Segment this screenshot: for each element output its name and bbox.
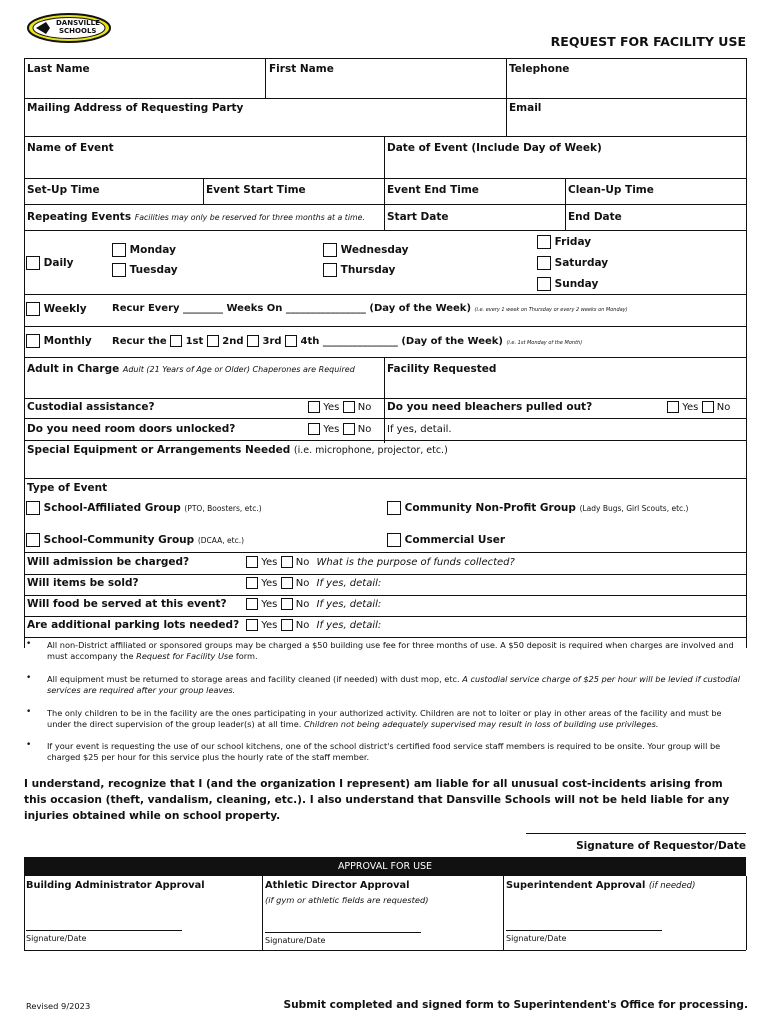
weekly-option[interactable] [26,302,87,316]
building-signature-line[interactable] [26,930,182,931]
logo-text-line2: SCHOOLS [59,27,97,35]
policy-bullet-3 [47,708,747,730]
tuesday-checkbox[interactable] [112,263,126,277]
items-sold-detail: If yes, detail: [316,578,382,589]
rule [24,58,25,648]
commercial-text: Commercial User [404,534,505,546]
food-served-no-text: No [295,599,310,610]
school-affiliated-option[interactable] [26,501,262,515]
superintendent-text: Superintendent Approval [506,880,646,891]
admission-yes-text: Yes [261,557,278,568]
athletic-approval-label: Athletic Director Approval [265,880,410,891]
custodial-yes-text: Yes [323,402,340,413]
bleachers-options [667,401,730,413]
weekly-recur-text: Recur Every ________ Weeks On ________________ (Day of the Week) [112,303,472,314]
custodial-no-checkbox[interactable] [343,401,355,413]
rule [24,876,25,950]
first-name-label: First Name [269,63,334,75]
saturday-checkbox[interactable] [537,256,551,270]
building-signature-label: Signature/Date [26,934,87,943]
rule [24,440,746,441]
signature-requestor-label: Signature of Requestor/Date [576,840,746,852]
repeating-events-label [27,211,365,223]
policy-bullet-2 [47,674,747,696]
school-community-note: (DCAA, etc.) [197,536,245,545]
form-title: REQUEST FOR FACILITY USE [550,34,746,49]
monthly-text: Monthly [43,335,92,347]
building-approval-label: Building Administrator Approval [26,880,205,891]
monday-checkbox[interactable] [112,243,126,257]
doors-yes-checkbox[interactable] [308,423,320,435]
rule [24,58,746,59]
saturday-text: Saturday [554,257,609,269]
rule [24,574,746,575]
daily-option[interactable] [26,256,74,270]
monday-text: Monday [129,244,176,256]
food-served-options [246,598,381,610]
daily-checkbox[interactable] [26,256,40,270]
items-sold-yes-checkbox[interactable] [246,577,258,589]
parking-detail: If yes, detail: [316,620,382,631]
logo-text-line1: DANSVILLE [56,19,100,27]
items-sold-options [246,577,381,589]
policy-bullet-1 [47,640,747,662]
fourth-text: 4th [300,336,320,347]
rule [506,58,507,136]
cleanup-time-label: Clean-Up Time [568,184,654,196]
rule [24,98,746,99]
event-start-label: Event Start Time [206,184,306,196]
fourth-week-checkbox[interactable] [285,335,297,347]
approval-header: APPROVAL FOR USE [24,857,746,876]
admission-detail: What is the purpose of funds collected? [316,557,515,568]
setup-time-label: Set-Up Time [27,184,100,196]
monthly-recur-text: Recur the [112,336,167,347]
school-community-checkbox[interactable] [26,533,40,547]
admission-options [246,556,515,568]
bullet-1-tail: form. [233,651,258,661]
bullet-3-italic: Children not being adequately supervised may result in loss of building use privileges. [303,719,659,729]
community-nonprofit-checkbox[interactable] [387,501,401,515]
bullet-2-text: All equipment must be returned to storage areas and facility cleaned (if needed) with dust mop, etc. [47,674,463,684]
monday-option[interactable] [112,243,176,257]
event-date-label: Date of Event (Include Day of Week) [387,142,602,154]
mailing-address-label: Mailing Address of Requesting Party [27,102,244,114]
wednesday-checkbox[interactable] [323,243,337,257]
rule [24,616,746,617]
items-sold-label: Will items be sold? [27,577,139,589]
parking-no-text: No [295,620,310,631]
third-text: 3rd [262,336,282,347]
friday-checkbox[interactable] [537,235,551,249]
rule [262,876,263,950]
rule [24,478,746,479]
custodial-options [308,401,371,413]
rule [24,136,746,137]
last-name-label: Last Name [27,63,90,75]
items-sold-no-text: No [295,578,310,589]
rule [24,230,746,231]
bullet-1-italic: Request for Facility Use [136,651,234,661]
wednesday-text: Wednesday [340,244,409,256]
sunday-text: Sunday [554,278,599,290]
friday-option[interactable] [537,235,591,249]
rule [24,595,746,596]
bleachers-no-text: No [716,402,731,413]
athletic-approval-note: (if gym or athletic fields are requested) [265,895,429,905]
rule [24,326,746,327]
adult-text: Adult in Charge [27,363,120,375]
rule [24,204,746,205]
rule [384,136,385,230]
doors-label: Do you need room doors unlocked? [27,423,236,435]
food-served-yes-checkbox[interactable] [246,598,258,610]
weekly-text: Weekly [43,303,87,315]
custodial-label: Custodial assistance? [27,401,155,413]
monthly-option[interactable] [26,334,92,348]
admission-yes-checkbox[interactable] [246,556,258,568]
items-sold-yes-text: Yes [261,578,278,589]
rule [265,58,266,98]
admission-no-text: No [295,557,310,568]
district-logo [26,12,112,44]
parking-no-checkbox[interactable] [281,619,293,631]
bleachers-yes-checkbox[interactable] [667,401,679,413]
special-text: Special Equipment or Arrangements Needed [27,444,291,456]
athletic-signature-line[interactable] [265,932,421,933]
special-note: (i.e. microphone, projector, etc.) [293,445,448,456]
rule [24,178,746,179]
rule [24,418,746,419]
rule [24,294,746,295]
bullet-icon: • [26,673,32,683]
food-served-no-checkbox[interactable] [281,598,293,610]
rule [24,552,746,553]
sunday-checkbox[interactable] [537,277,551,291]
monthly-checkbox[interactable] [26,334,40,348]
revised-date: Revised 9/2023 [26,1001,91,1011]
email-label: Email [509,102,542,114]
food-served-yes-text: Yes [261,599,278,610]
superintendent-signature-label: Signature/Date [506,934,567,943]
bleachers-yes-text: Yes [682,402,699,413]
first-text: 1st [185,336,204,347]
community-nonprofit-text: Community Non-Profit Group [404,502,576,514]
first-week-checkbox[interactable] [170,335,182,347]
special-equipment-label [27,444,448,456]
community-nonprofit-option[interactable] [387,501,688,515]
school-affiliated-checkbox[interactable] [26,501,40,515]
commercial-option[interactable] [387,533,505,547]
monthly-note: (i.e. 1st Monday of the Month) [506,340,583,346]
parking-label: Are additional parking lots needed? [27,619,240,631]
facility-requested-label: Facility Requested [387,363,497,375]
liability-statement: I understand, recognize that I (and the organization I represent) am liable for all unusual cost-incidents arising from this occasion (theft, vandalism, cleaning, etc.). I also understand that Dansville Schools will not be held liable for any injuries obtained while on school property. [24,778,730,822]
doors-no-checkbox[interactable] [343,423,355,435]
items-sold-no-checkbox[interactable] [281,577,293,589]
rule [24,398,746,399]
custodial-yes-checkbox[interactable] [308,401,320,413]
type-of-event-label: Type of Event [27,482,108,494]
athletic-signature-label: Signature/Date [265,936,326,945]
tuesday-text: Tuesday [129,264,178,276]
superintendent-approval-label [506,880,695,891]
third-week-checkbox[interactable] [247,335,259,347]
school-community-option[interactable] [26,533,244,547]
doors-no-text: No [357,424,372,435]
bullet-4-text: If your event is requesting the use of our school kitchens, one of the school district's certified food service staff members is required to be onsite. Your group will be charged $25 per hour for this service plus the hourly rate of the staff member. [47,741,721,762]
wednesday-option[interactable] [323,243,408,257]
school-community-text: School-Community Group [43,534,195,546]
event-end-label: Event End Time [387,184,479,196]
parking-options [246,619,381,631]
rule [24,637,746,638]
telephone-label: Telephone [509,63,570,75]
bullet-icon: • [26,639,32,649]
start-date-label: Start Date [387,211,449,223]
bullet-icon: • [26,707,32,717]
weekly-recur [112,303,628,314]
thursday-checkbox[interactable] [323,263,337,277]
superintendent-signature-line[interactable] [506,930,662,931]
submit-instructions: Submit completed and signed form to Superintendent's Office for processing. [283,999,748,1011]
second-text: 2nd [222,336,244,347]
custodial-no-text: No [357,402,372,413]
adult-note: Adult (21 Years of Age or Older) Chaperones are Required [122,365,355,374]
rule [384,357,385,443]
admission-label: Will admission be charged? [27,556,190,568]
daily-text: Daily [43,257,74,269]
superintendent-note: (if needed) [648,881,696,891]
saturday-option[interactable] [537,256,608,270]
doors-options [308,423,371,435]
thursday-option[interactable] [323,263,395,277]
monthly-tail: _______________ (Day of the Week) [322,336,503,347]
doors-detail-label: If yes, detail. [387,424,452,435]
friday-text: Friday [554,236,592,248]
second-week-checkbox[interactable] [207,335,219,347]
signature-line[interactable] [526,833,746,834]
community-nonprofit-note: (Lady Bugs, Girl Scouts, etc.) [579,504,689,513]
bullet-icon: • [26,740,32,750]
tuesday-option[interactable] [112,263,178,277]
rule [24,357,746,358]
sunday-option[interactable] [537,277,598,291]
bleachers-no-checkbox[interactable] [702,401,714,413]
school-affiliated-note: (PTO, Boosters, etc.) [184,504,262,513]
commercial-checkbox[interactable] [387,533,401,547]
repeating-note: Facilities may only be reserved for three months at a time. [134,213,365,222]
bullet-2-italic: A custodial service charge of $25 per hour will be levied if custodial services are required after your group leaves. [47,674,741,695]
bullet-3-text: The only children to be in the facility are the ones participating in your authorized activity. Children are not to loiter or play in other areas of the facility and must be under the direct supervision of the group leader(s) at all time. [47,708,722,729]
adult-in-charge-label [27,363,355,375]
thursday-text: Thursday [340,264,396,276]
food-served-detail: If yes, detail: [316,599,382,610]
rule [203,178,204,204]
monthly-recur [112,335,582,347]
policy-bullet-4 [47,741,747,763]
admission-no-checkbox[interactable] [281,556,293,568]
rule [746,876,747,950]
doors-yes-text: Yes [323,424,340,435]
weekly-checkbox[interactable] [26,302,40,316]
food-served-label: Will food be served at this event? [27,598,227,610]
weekly-note: (i.e. every 1 week on Thursday or every 2 weeks on Monday) [474,307,628,313]
bullet-1-text: All non-District affiliated or sponsored groups may be charged a $50 building use fee for three months of use. A $50 deposit is required when charges are involved and must accompany the [47,640,734,661]
event-name-label: Name of Event [27,142,114,154]
rule [503,876,504,950]
bleachers-label: Do you need bleachers pulled out? [387,401,593,413]
parking-yes-text: Yes [261,620,278,631]
rule [24,950,746,951]
rule [746,58,747,648]
parking-yes-checkbox[interactable] [246,619,258,631]
school-affiliated-text: School-Affiliated Group [43,502,181,514]
repeating-events-text: Repeating Events [27,211,132,223]
end-date-label: End Date [568,211,622,223]
